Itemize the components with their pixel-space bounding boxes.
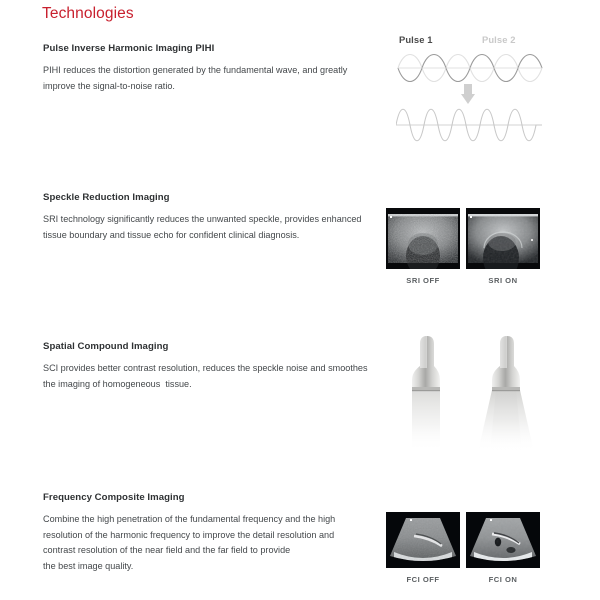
fci-off-render [386, 512, 460, 568]
sci-body-line-2: the imaging of homogeneous tissue. [43, 378, 192, 389]
sri-body [43, 212, 383, 243]
pihi-text-block [43, 43, 383, 94]
pulse-waveform-svg [396, 34, 576, 154]
ultrasound-image-sri-off [386, 208, 460, 269]
pihi-heading: Pulse Inverse Harmonic Imaging PIHI [43, 43, 215, 54]
sri-off-caption: SRI OFF [406, 276, 440, 285]
pihi-body-line-2: improve the signal-to-noise ratio. [43, 80, 175, 91]
page-title: Technologies [42, 5, 134, 22]
fci-on-caption: FCI ON [488, 575, 518, 584]
fci-body [43, 512, 383, 574]
sri-body-line-2: tissue boundary and tissue echo for confident clinical diagnosis. [43, 229, 300, 240]
sci-transducer-diagram [386, 334, 586, 454]
sri-on-caption: SRI ON [488, 276, 518, 285]
fci-text-block [43, 492, 383, 574]
fci-body-line-2: resolution of the harmonic frequency to improve the detail resolution and [43, 529, 335, 540]
ultrasound-image-fci-on [466, 512, 540, 568]
probe-single-beam-svg [394, 334, 474, 454]
sri-body-line-1: SRI technology significantly reduces the unwanted speckle, provides enhanced [43, 214, 362, 224]
pulse-inversion-diagram [396, 34, 576, 154]
sri-off-render [386, 208, 460, 269]
fci-body-line-3: contrast resolution of the near field and the far field to provide [43, 545, 291, 555]
sri-heading: Speckle Reduction Imaging [43, 192, 170, 203]
ultrasound-image-sri-on [466, 208, 540, 269]
ultrasound-image-fci-off [386, 512, 460, 568]
fci-off-caption: FCI OFF [406, 575, 440, 584]
sri-comparison-images [386, 208, 586, 293]
sri-on-render [466, 208, 540, 269]
fci-body-line-1: Combine the high penetration of the fundamental frequency and the high [43, 514, 336, 524]
down-arrow-icon [461, 84, 475, 104]
fci-on-render [466, 512, 540, 568]
sci-body-line-1: SCI provides better contrast resolution, reduces the speckle noise and smoothes [43, 363, 368, 373]
transducer-probe-compound-beam [474, 334, 554, 454]
pulse-1-label: Pulse 1 [399, 34, 433, 45]
pulse-2-label: Pulse 2 [482, 34, 516, 45]
sri-text-block [43, 192, 383, 243]
fci-heading: Frequency Composite Imaging [43, 492, 185, 503]
fci-body-line-4: the best image quality. [43, 560, 134, 571]
transducer-probe-single-beam [394, 334, 474, 454]
fci-comparison-images [386, 512, 586, 597]
probe-compound-beam-svg [474, 334, 554, 454]
sci-heading: Spatial Compound Imaging [43, 341, 169, 352]
pihi-body [43, 63, 383, 94]
pihi-body-line-1: PIHI reduces the distortion generated by the fundamental wave, and greatly [43, 65, 348, 75]
sci-body [43, 361, 383, 392]
sci-text-block [43, 341, 383, 392]
